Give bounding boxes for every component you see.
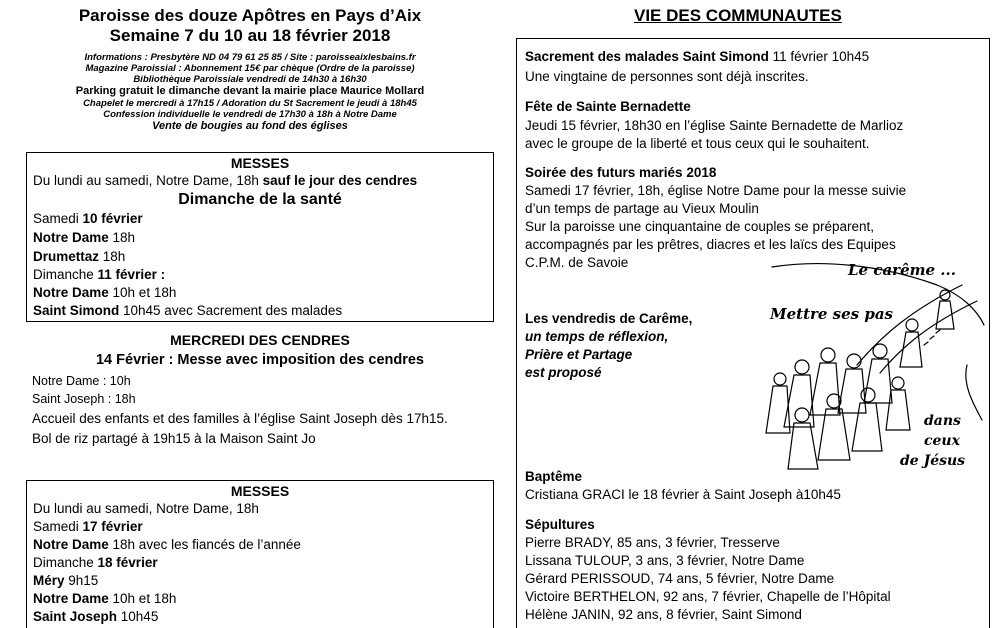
- illus-text-mettre: Mettre ses pas: [770, 305, 893, 323]
- info-line-1: Informations : Presbytère ND 04 79 61 25 85 / Site : paroisseaixlesbains.fr: [84, 52, 416, 63]
- mass-notre-dame-sunday: [33, 591, 176, 606]
- sunday-label: Dimanche: [33, 555, 98, 570]
- church-name: Saint Simond: [33, 303, 120, 318]
- mass-saint-simond: [33, 303, 342, 318]
- messes-title: MESSES: [230, 155, 290, 171]
- info-line-7: Vente de bougies au fond des églises: [152, 120, 348, 132]
- saturday-line: [33, 519, 143, 534]
- parish-header: [0, 6, 500, 133]
- mass-time: 18h: [99, 249, 126, 264]
- messes-box-2: [26, 480, 494, 628]
- mass-mery: [33, 573, 98, 588]
- parish-title: Paroisse des douze Apôtres en Pays d’Aix: [78, 6, 422, 25]
- church-name: Drumettaz: [33, 249, 100, 264]
- saturday-label: Samedi: [33, 211, 83, 226]
- mass-time: 18h avec les fiancés de l’année: [108, 537, 301, 552]
- church-name: Méry: [33, 573, 65, 588]
- church-name: Notre Dame: [33, 537, 109, 552]
- illus-text-dans: dans: [924, 413, 961, 429]
- bernadette-title: Fête de Sainte Bernadette: [525, 99, 691, 114]
- weekday-line: Du lundi au samedi, Notre Dame, 18h: [33, 501, 259, 516]
- info-line-6: Confession individuelle le vendredi de 17h30 à 18h à Notre Dame: [103, 109, 397, 120]
- maries-line-3: Sur la paroisse une cinquantaine de couples se préparent,: [525, 219, 874, 234]
- careme-line-1: Les vendredis de Carême,: [525, 311, 693, 326]
- church-name: Notre Dame: [33, 591, 109, 606]
- malades-date: 11 février 10h45: [768, 49, 870, 64]
- sepultures-title: Sépultures: [525, 517, 595, 532]
- cendres-line-1: Notre Dame : 10h: [32, 374, 131, 388]
- week-title: Semaine 7 du 10 au 18 février 2018: [109, 26, 391, 45]
- sunday-date: 18 février: [97, 555, 158, 570]
- info-line-5: Chapelet le mercredi à 17h15 / Adoration du St Sacrement le jeudi à 18h45: [83, 98, 417, 109]
- saturday-date: 17 février: [82, 519, 143, 534]
- careme-line-4: est proposé: [525, 365, 602, 380]
- bernadette-line-1: Jeudi 15 février, 18h30 en l’église Sainte Bernadette de Marlioz: [525, 118, 904, 133]
- careme-illustration: [762, 255, 988, 477]
- weekday-line: [33, 173, 417, 188]
- maries-line-5: C.P.M. de Savoie: [525, 255, 629, 270]
- careme-line-3: Prière et Partage: [525, 347, 633, 362]
- saturday-label: Samedi: [33, 519, 83, 534]
- sunday-theme: Dimanche de la santé: [178, 191, 342, 208]
- malades-title: Sacrement des malades Saint Simond: [525, 49, 769, 64]
- cendres-line-4: Bol de riz partagé à 19h15 à la Maison Saint Jo: [32, 431, 316, 446]
- malades-text: Une vingtaine de personnes sont déjà inscrites.: [525, 69, 809, 84]
- church-name: Notre Dame: [33, 230, 109, 245]
- mass-time: 10h45 avec Sacrement des malades: [119, 303, 343, 318]
- illus-text-ceux: ceux: [924, 433, 960, 449]
- saturday-line: [33, 211, 143, 226]
- careme-line-2: un temps de réflexion,: [525, 329, 669, 344]
- sepulture-4: Victoire BERTHELON, 92 ans, 7 février, Chapelle de l’Hôpital: [525, 589, 891, 604]
- bapteme-line: Cristiana GRACI le 18 février à Saint Joseph à10h45: [525, 487, 841, 502]
- sepulture-1: Pierre BRADY, 85 ans, 3 février, Tresserve: [525, 535, 780, 550]
- mass-time: 10h45: [117, 609, 159, 624]
- messes-title: MESSES: [230, 483, 290, 499]
- saturday-date: 10 février: [82, 211, 143, 226]
- cendres-line-3: Accueil des enfants et des familles à l’église Saint Joseph dès 17h15.: [32, 411, 448, 426]
- cendres-section: [26, 330, 494, 450]
- maries-line-2: d’un temps de partage au Vieux Moulin: [525, 201, 759, 216]
- mass-drumettaz: [33, 249, 125, 264]
- malades-heading: [525, 49, 869, 64]
- illus-text-jesus: de Jésus: [900, 453, 966, 469]
- info-line-3: Bibliothèque Paroissiale vendredi de 14h30 à 16h30: [133, 74, 367, 85]
- mass-notre-dame: [33, 230, 135, 245]
- mass-time: 10h et 18h: [108, 591, 177, 606]
- maries-line-4: accompagnés par les prêtres, diacres et les laïcs des Equipes: [525, 237, 896, 252]
- cendres-subtitle: 14 Février : Messe avec imposition des cendres: [95, 352, 424, 368]
- illus-text-careme: Le carême ...: [848, 261, 956, 279]
- bernadette-line-2: avec le groupe de la liberté et tous ceux qui le souhaitent.: [525, 136, 870, 151]
- cendres-title: MERCREDI DES CENDRES: [170, 332, 350, 348]
- sunday-line: [33, 555, 158, 570]
- maries-line-1: Samedi 17 février, 18h, église Notre Dame pour la messe suivie: [525, 183, 907, 198]
- maries-title: Soirée des futurs mariés 2018: [525, 165, 717, 180]
- sepulture-5: Hélène JANIN, 92 ans, 8 février, Saint Simond: [525, 607, 802, 622]
- cendres-line-2: Saint Joseph : 18h: [32, 392, 136, 406]
- church-name: Saint Joseph: [33, 609, 118, 624]
- communautes-title: VIE DES COMMUNAUTES: [634, 6, 842, 25]
- mass-notre-dame-sunday: [33, 285, 176, 300]
- bapteme-title: Baptême: [525, 469, 583, 484]
- sunday-label: Dimanche: [33, 267, 98, 282]
- sepulture-3: Gérard PERISSOUD, 74 ans, 5 février, Notre Dame: [525, 571, 835, 586]
- sunday-line: [33, 267, 165, 282]
- sunday-date: 11 février :: [97, 267, 166, 282]
- mass-time: 9h15: [64, 573, 99, 588]
- weekday-text: Du lundi au samedi, Notre Dame, 18h: [33, 173, 263, 188]
- mass-time: 10h et 18h: [108, 285, 177, 300]
- weekday-exception: sauf le jour des cendres: [262, 173, 418, 188]
- mass-saint-joseph: [33, 609, 158, 624]
- mass-time: 18h: [108, 230, 136, 245]
- info-line-4: Parking gratuit le dimanche devant la mairie place Maurice Mollard: [75, 85, 425, 97]
- info-line-2: Magazine Paroissial : Abonnement 15€ par chèque (Ordre de la paroisse): [85, 63, 415, 74]
- sepulture-2: Lissana TULOUP, 3 ans, 3 février, Notre Dame: [525, 553, 805, 568]
- church-name: Notre Dame: [33, 285, 109, 300]
- mass-notre-dame: [33, 537, 301, 552]
- messes-box-1: [26, 152, 494, 322]
